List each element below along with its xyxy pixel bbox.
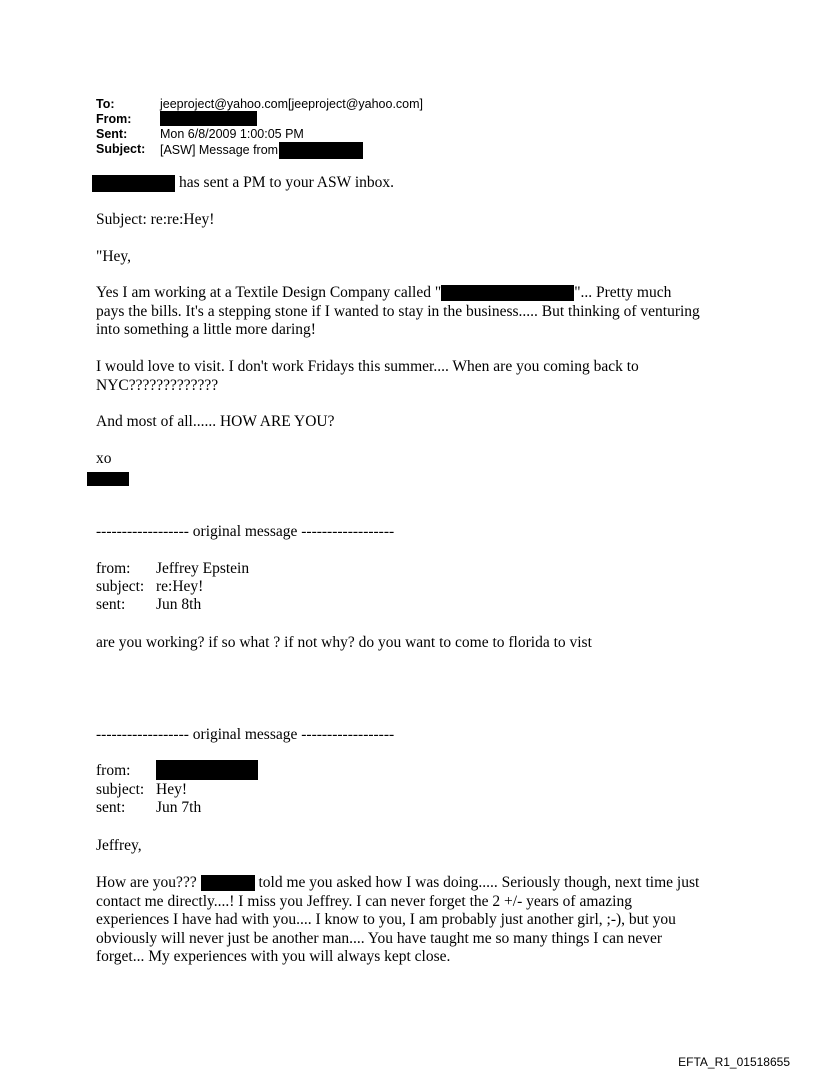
from-label: from: (96, 560, 131, 577)
pm-notice-line (96, 174, 726, 193)
redaction-block (201, 875, 255, 891)
redaction-block (87, 472, 129, 486)
sent-label: sent: (96, 596, 126, 613)
sent-value: Jun 7th (156, 799, 202, 816)
original-message-divider: ------------------ original message ------------------ (96, 523, 395, 540)
original2-line-1 (96, 874, 726, 893)
subject-label: Subject: (96, 142, 146, 156)
original2-line-2: contact me directly....! I miss you Jeffrey. I can never forget the 2 +/- years of amazing (96, 892, 632, 910)
sent-label: sent: (96, 799, 126, 816)
to-value: jeeproject@yahoo.com[jeeproject@yahoo.com] (160, 97, 424, 111)
redaction-block (441, 285, 574, 301)
paragraph-1-line-2: pays the bills. It's a stepping stone if I wanted to stay in the business..... But thinking of venturing (96, 302, 700, 320)
sent-value: Jun 8th (156, 596, 202, 613)
message-subject: Subject: re:re:Hey! (96, 211, 215, 228)
original2-subject (96, 781, 187, 800)
subject-value: re:Hey! (156, 578, 204, 595)
original-message-divider: ------------------ original message ------------------ (96, 726, 395, 743)
redaction-block (279, 142, 363, 159)
text-fragment: Yes I am working at a Textile Design Company called " (96, 284, 442, 301)
original2-line-5: forget... My experiences with you will always kept close. (96, 948, 451, 965)
paragraph-1-line-1 (96, 284, 726, 303)
subject-value (160, 142, 363, 159)
original1-body: are you working? if so what ? if not why? do you want to come to florida to vist (96, 634, 592, 651)
paragraph-1-line-3: into something a little more daring! (96, 321, 316, 338)
message-body (96, 172, 726, 972)
text-fragment: "... Pretty much (574, 284, 672, 301)
redaction-block (160, 111, 257, 126)
signoff: xo (96, 450, 112, 467)
paragraph-2-line-2: NYC????????????? (96, 376, 219, 394)
from-value: Jeffrey Epstein (156, 560, 250, 577)
from-label: from: (96, 762, 131, 779)
sent-label: Sent: (96, 127, 128, 141)
original2-sent (96, 799, 201, 818)
text-fragment: told me you asked how I was doing..... Seriously though, next time just (258, 874, 700, 891)
paragraph-3: And most of all...... HOW ARE YOU? (96, 413, 335, 430)
paragraph-2 (96, 358, 726, 395)
signature (96, 470, 726, 489)
original2-line-4: obviously will never just be another man.... You have taught me so many things I can never (96, 929, 663, 947)
original1-sent (96, 596, 201, 615)
redaction-block (92, 175, 175, 192)
message-greeting: "Hey, (96, 248, 132, 265)
paragraph-1 (96, 284, 726, 340)
original2-greeting: Jeffrey, (96, 837, 142, 854)
sent-value: Mon 6/8/2009 1:00:05 PM (160, 127, 304, 141)
subject-text: [ASW] Message from (160, 142, 279, 157)
subject-value: Hey! (156, 781, 187, 798)
to-label: To: (96, 97, 115, 111)
original1-subject (96, 578, 203, 597)
paragraph-2-line-1: I would love to visit. I don't work Fridays this summer.... When are you coming back to (96, 358, 639, 375)
original2-paragraph (96, 874, 726, 967)
redaction-block (156, 760, 258, 780)
subject-label: subject: (96, 578, 145, 595)
text-fragment: How are you??? (96, 874, 197, 891)
email-header (96, 97, 496, 161)
original2-from (96, 762, 258, 781)
original1-from (96, 560, 249, 579)
pm-notice: has sent a PM to your ASW inbox. (179, 174, 394, 191)
from-value (160, 111, 257, 126)
document-id: EFTA_R1_01518655 (678, 1055, 790, 1069)
original2-line-3: experiences I have had with you.... I know to you, I am probably just another girl, ;-), but you (96, 911, 676, 928)
subject-label: subject: (96, 781, 145, 798)
from-label: From: (96, 112, 132, 126)
